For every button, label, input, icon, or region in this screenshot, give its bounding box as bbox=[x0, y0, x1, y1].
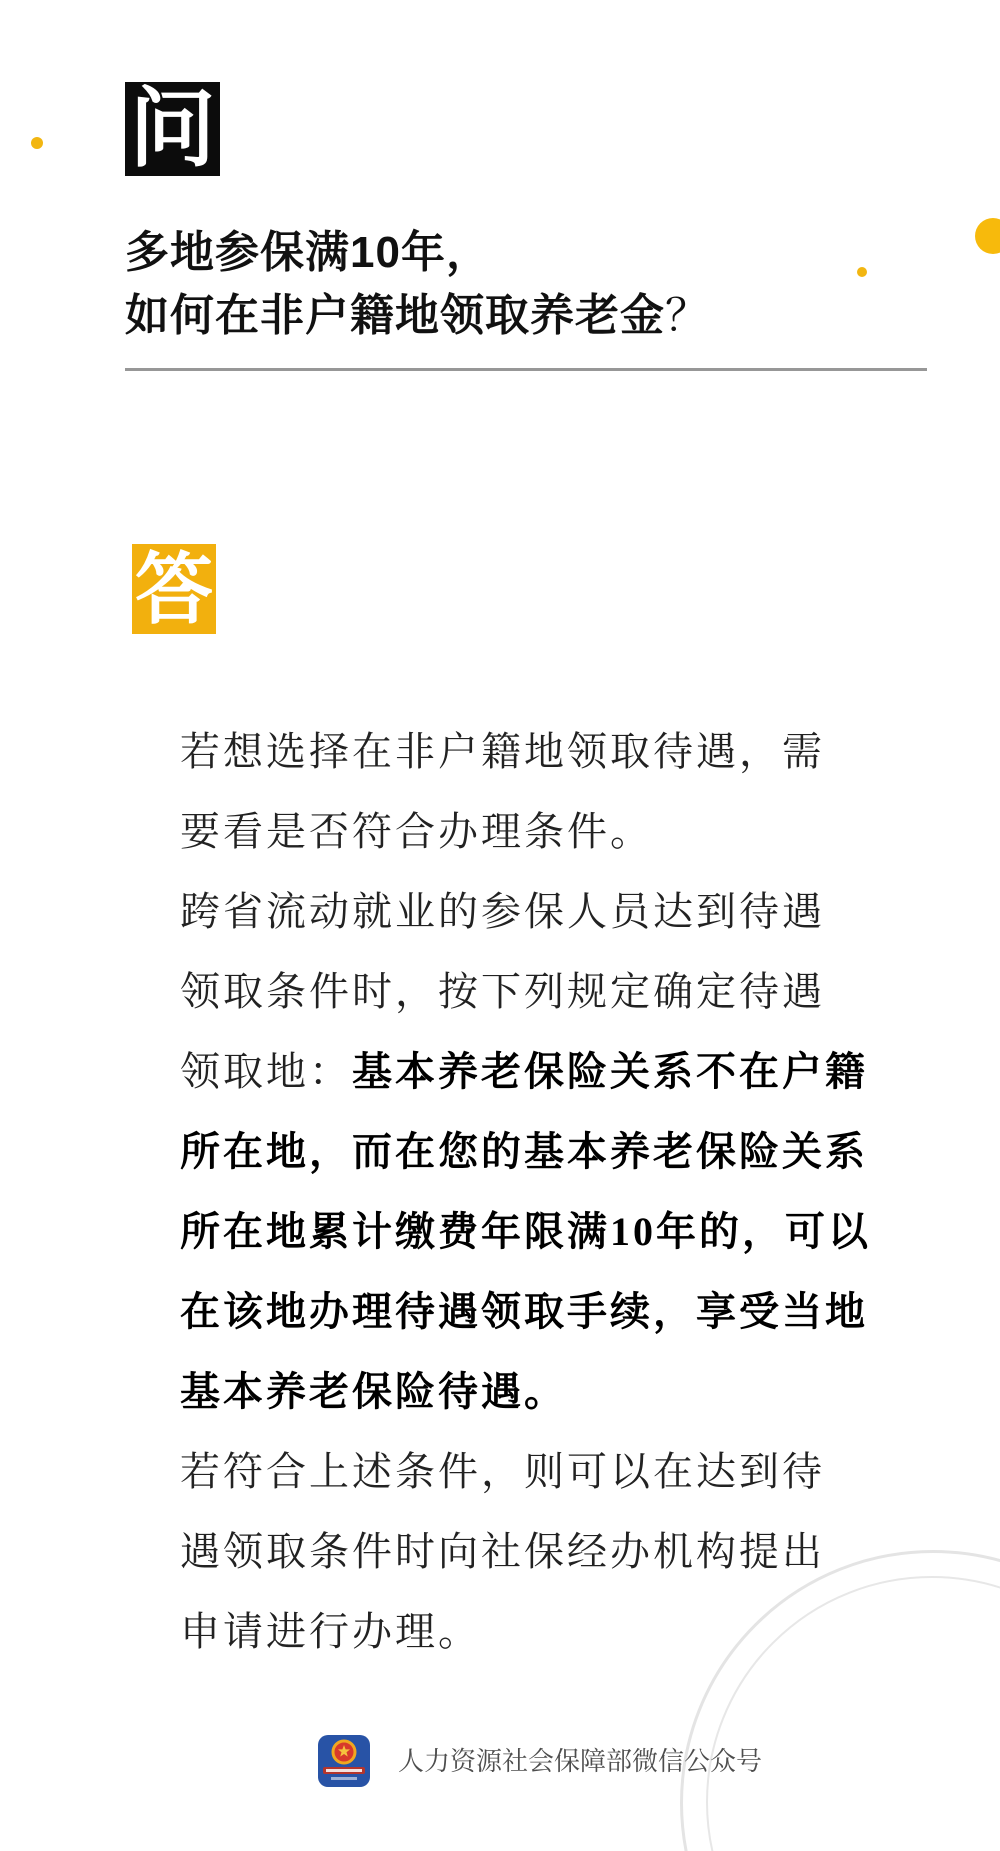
answer-line bbox=[180, 1032, 868, 1112]
answer-line bbox=[180, 792, 860, 872]
yellow-dot-decor bbox=[31, 137, 43, 149]
answer-line bbox=[180, 1112, 868, 1192]
divider-line bbox=[125, 368, 927, 371]
answer-text: 要看是否符合办理条件。 bbox=[180, 810, 653, 854]
logo-subtext-band bbox=[331, 1777, 357, 1780]
answer-text-bold: 在该地办理待遇领取手续，享受当地 bbox=[180, 1289, 868, 1334]
answer-line bbox=[180, 1192, 871, 1272]
answer-line bbox=[180, 872, 860, 952]
question-title bbox=[125, 221, 710, 347]
answer-line bbox=[180, 1352, 860, 1432]
mohrss-logo bbox=[318, 1735, 370, 1787]
yellow-circle-decor bbox=[975, 218, 1000, 254]
answer-line bbox=[180, 1432, 860, 1512]
answer-line bbox=[180, 712, 860, 792]
answer-badge bbox=[132, 544, 216, 634]
answer-badge-char: 答 bbox=[134, 545, 213, 633]
logo-text-band bbox=[323, 1767, 365, 1774]
yellow-dot-decor bbox=[857, 267, 867, 277]
answer-text: 领取条件时，按下列规定确定待遇 bbox=[180, 970, 825, 1014]
answer-line bbox=[180, 952, 860, 1032]
answer-text-bold: 所在地，而在您的基本养老保险关系 bbox=[180, 1129, 868, 1174]
answer-text: 申请进行办理。 bbox=[180, 1610, 481, 1654]
answer-text: 领取地： bbox=[180, 1050, 352, 1094]
question-title-line2: 如何在非户籍地领取养老金？ bbox=[125, 291, 710, 340]
answer-text-bold: 基本养老保险关系不在户籍 bbox=[352, 1049, 868, 1094]
answer-line bbox=[180, 1512, 860, 1592]
question-badge bbox=[125, 82, 220, 176]
question-mark: ？ bbox=[665, 291, 710, 340]
answer-text: 若符合上述条件，则可以在达到待 bbox=[180, 1450, 825, 1494]
answer-line bbox=[180, 1592, 860, 1672]
question-badge-char: 问 bbox=[129, 81, 216, 177]
answer-text: 遇领取条件时向社保经办机构提出 bbox=[180, 1530, 825, 1574]
answer-body bbox=[180, 712, 871, 1672]
national-emblem-icon bbox=[331, 1739, 357, 1765]
answer-text-bold: 基本养老保险待遇。 bbox=[180, 1369, 567, 1414]
question-title-line1: 多地参保满10年， bbox=[125, 228, 491, 277]
footer-label: 人力资源社会保障部微信公众号 bbox=[398, 1746, 763, 1776]
answer-text: 跨省流动就业的参保人员达到待遇 bbox=[180, 890, 825, 934]
answer-text-bold: 所在地累计缴费年限满10年的，可以 bbox=[180, 1209, 871, 1254]
answer-line bbox=[180, 1272, 868, 1352]
answer-text: 若想选择在非户籍地领取待遇，需 bbox=[180, 730, 825, 774]
